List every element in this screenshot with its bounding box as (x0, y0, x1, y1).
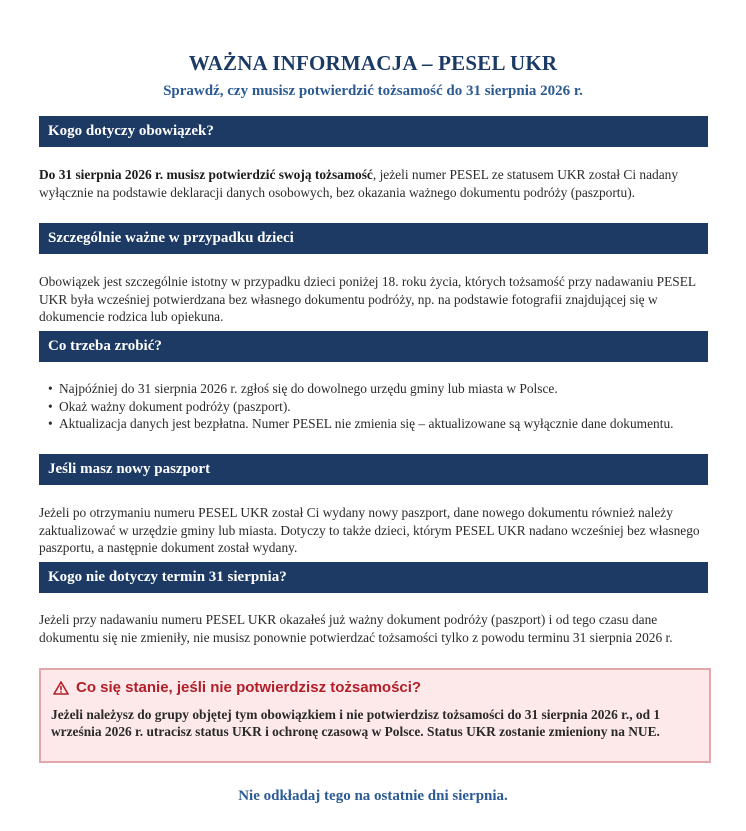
section-heading-exempt: Kogo nie dotyczy termin 31 sierpnia? (39, 562, 711, 593)
section-text-who (39, 166, 713, 201)
bullet-icon: • (48, 381, 53, 396)
section-heading-new-passport: Jeśli masz nowy paszport (39, 454, 711, 485)
section-heading-children: Szczególnie ważne w przypadku dzieci (39, 223, 711, 254)
list-item-text: Najpóźniej do 31 sierpnia 2026 r. zgłoś się do dowolnego urzędu gminy lub miasta w Polsce. (59, 381, 558, 396)
warning-triangle-icon (53, 681, 69, 695)
list-item (39, 380, 711, 398)
bullet-icon: • (48, 416, 53, 431)
steps-list (39, 380, 711, 433)
page-subtitle: Sprawdź, czy musisz potwierdzić tożsamość do 31 sierpnia 2026 r. (163, 83, 583, 99)
list-item-text: Okaż ważny dokument podróży (paszport). (59, 398, 291, 414)
page-title: WAŻNA INFORMACJA – PESEL UKR (188, 51, 558, 75)
warning-heading (53, 679, 421, 696)
list-item (39, 398, 711, 416)
warning-text: Jeżeli należysz do grupy objętej tym obowiązkiem i nie potwierdzisz tożsamości do 31 sierpnia 2026 r., od 1 września 2026 r. utracisz status UKR i ochronę czasową w Polsce. Status UKR zostanie zmieniony na NUE. (51, 707, 661, 739)
section-text-who-rest: , jeżeli numer PESEL ze statusem UKR został Ci nadany wyłącznie na podstawie deklaracji danych osobowych, bez okazania ważnego dokumentu podróży (paszportu). (39, 167, 679, 200)
section-heading-who: Kogo dotyczy obowiązek? (39, 116, 711, 147)
warning-heading-text: Co się stanie, jeśli nie potwierdzisz tożsamości? (76, 679, 422, 696)
section-text-who-bold: Do 31 sierpnia 2026 r. musisz potwierdzić swoją tożsamość (39, 167, 373, 182)
list-item (39, 415, 711, 433)
list-item-text: Aktualizacja danych jest bezpłatna. Numer PESEL nie zmienia się – aktualizowane są wyłącznie dane dokumentu. (59, 416, 674, 431)
warning-box (39, 668, 711, 763)
footer-note: Nie odkładaj tego na ostatnie dni sierpnia. (238, 788, 508, 804)
bullet-icon: • (48, 398, 53, 414)
section-heading-what-to-do: Co trzeba zrobić? (39, 331, 711, 362)
section-text-exempt: Jeżeli przy nadawaniu numeru PESEL UKR okazałeś już ważny dokument podróży (paszport) i od tego czasu dane dokumentu się nie zmieniły, nie musisz ponownie potwierdzać tożsamości tylko z powodu terminu 31 sierpnia 2026 r. (39, 612, 673, 645)
section-text-new-passport: Jeżeli po otrzymaniu numeru PESEL UKR został Ci wydany nowy paszport, dane nowego dokumentu również należy zaktualizować w urzędzie gminy lub miasta. Dotyczy to także dzieci, którym PESEL UKR nadano wcześniej bez własnego paszportu, a następnie dokument został wydany. (39, 505, 700, 555)
section-text-children: Obowiązek jest szczególnie istotny w przypadku dzieci poniżej 18. roku życia, których tożsamość przy nadawaniu PESEL UKR była wcześniej potwierdzana bez własnego dokumentu podróży, np. na podstawie fotografii znajdującej się w dokumencie rodzica lub opiekuna. (39, 274, 696, 324)
